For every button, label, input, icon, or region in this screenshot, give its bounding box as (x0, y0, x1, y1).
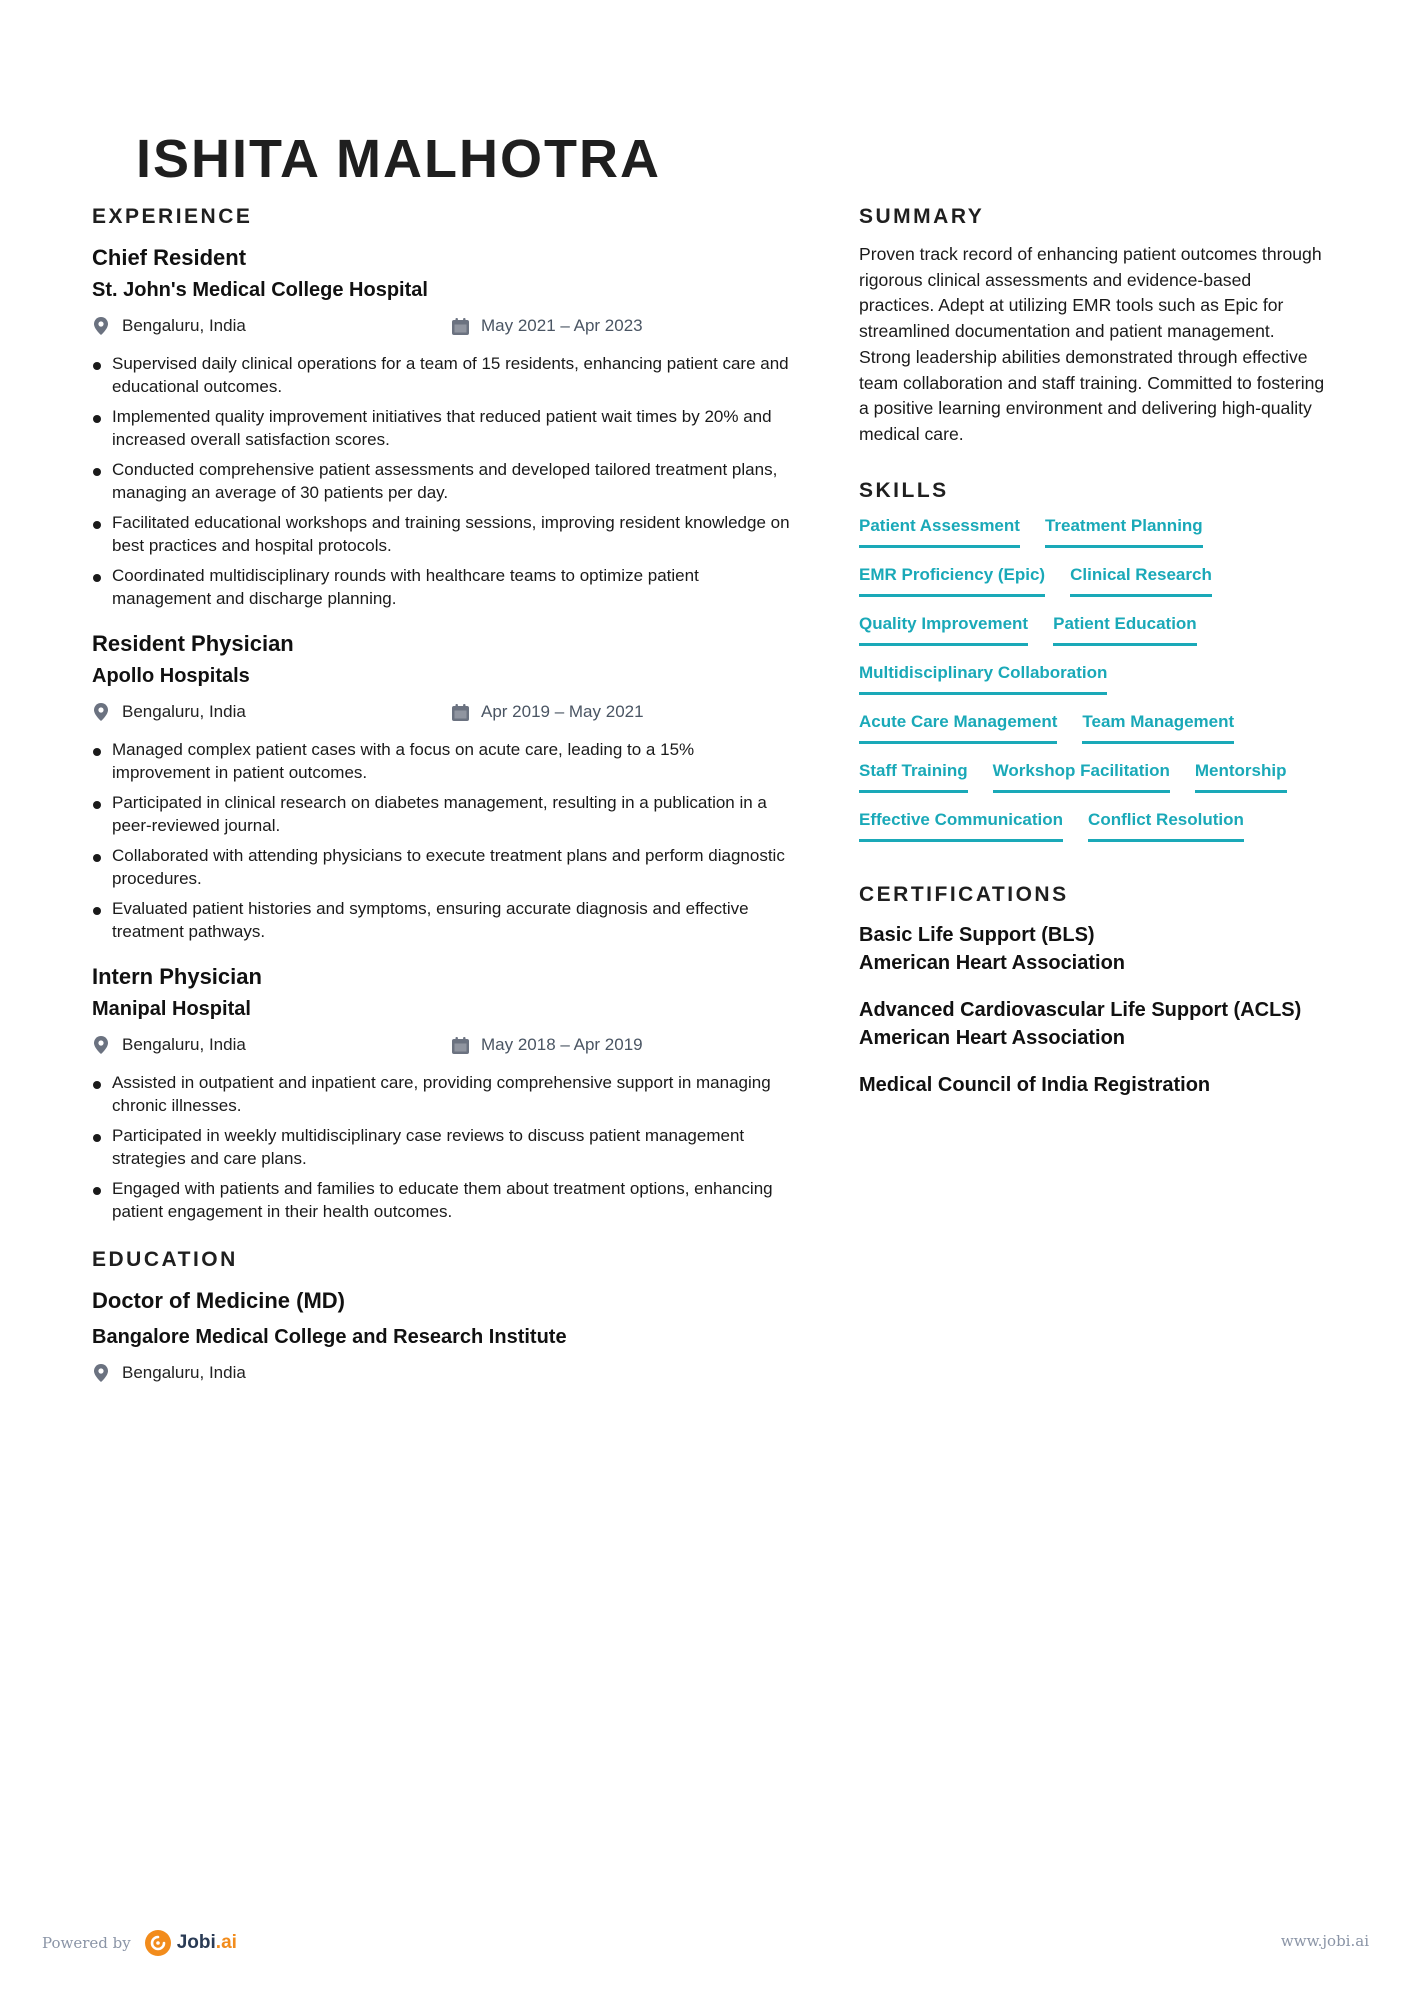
certifications-heading: CERTIFICATIONS (859, 882, 1069, 906)
calendar-icon (452, 704, 469, 721)
education-meta (92, 1363, 792, 1389)
certifications-list (859, 921, 1329, 1099)
map-pin-icon (94, 1364, 108, 1382)
job-location (92, 1035, 246, 1055)
job-meta (92, 1035, 792, 1061)
skill-tag: Mentorship (1195, 757, 1287, 793)
job-bullets (92, 738, 792, 943)
skill-tag: Patient Education (1053, 610, 1197, 646)
job-bullet: Coordinated multidisciplinary rounds with healthcare teams to optimize patient management and discharge planning. (92, 564, 792, 610)
jobi-logo-text (177, 1932, 237, 1954)
job-dates (452, 1035, 643, 1055)
job-dates-text: May 2018 – Apr 2019 (481, 1035, 643, 1054)
experience-list (92, 244, 792, 1223)
skill-tag: Clinical Research (1070, 561, 1212, 597)
job-bullet: Managed complex patient cases with a focus on acute care, leading to a 15% improvement in patient outcomes. (92, 738, 792, 784)
skill-tag: Patient Assessment (859, 512, 1020, 548)
job-bullet: Participated in weekly multidisciplinary case reviews to discuss patient management strategies and care plans. (92, 1124, 792, 1170)
job-bullet: Collaborated with attending physicians to execute treatment plans and perform diagnostic procedures. (92, 844, 792, 890)
job-company: St. John's Medical College Hospital (92, 279, 428, 301)
map-pin-icon (94, 703, 108, 721)
certification-item (859, 921, 1329, 977)
certification-item (859, 1071, 1329, 1099)
job-dates (452, 702, 644, 722)
experience-heading: EXPERIENCE (92, 205, 253, 228)
certification-name: Advanced Cardiovascular Life Support (ACLS) (859, 998, 1302, 1021)
skill-row (859, 708, 1329, 757)
skill-tag: Workshop Facilitation (993, 757, 1170, 793)
skills-heading: SKILLS (859, 478, 949, 502)
job-bullet: Facilitated educational workshops and training sessions, improving resident knowledge on best practices and hospital protocols. (92, 511, 792, 557)
brand-suffix: .ai (215, 1932, 237, 1953)
education-heading: EDUCATION (92, 1248, 238, 1271)
jobi-logo-icon (145, 1930, 171, 1956)
skill-row (859, 610, 1329, 659)
job-dates (452, 316, 643, 336)
map-pin-icon (94, 317, 108, 335)
skill-row (859, 512, 1329, 561)
skills-section (859, 478, 1329, 855)
job-location (92, 702, 246, 722)
experience-item (92, 244, 792, 610)
education-degree: Doctor of Medicine (MD) (92, 1288, 345, 1313)
footer-url[interactable]: www.jobi.ai (1280, 1932, 1369, 1950)
education-location (92, 1363, 246, 1383)
certification-item (859, 996, 1329, 1052)
certification-name: Basic Life Support (BLS) (859, 923, 1095, 946)
job-dates-text: Apr 2019 – May 2021 (481, 702, 644, 721)
powered-by-text: Powered by (42, 1934, 131, 1952)
skill-row (859, 806, 1329, 855)
skills-list (859, 512, 1329, 855)
experience-item (92, 630, 792, 943)
skill-tag: Treatment Planning (1045, 512, 1203, 548)
skill-row (859, 561, 1329, 610)
job-location-text: Bengaluru, India (122, 702, 246, 721)
left-column (92, 204, 792, 1389)
job-bullet: Assisted in outpatient and inpatient care, providing comprehensive support in managing chronic illnesses. (92, 1071, 792, 1117)
skill-tag: Multidisciplinary Collaboration (859, 659, 1107, 695)
skill-tag: Team Management (1082, 708, 1234, 744)
certification-issuer: American Heart Association (859, 1026, 1126, 1049)
job-location (92, 316, 246, 336)
job-bullet: Evaluated patient histories and symptoms, ensuring accurate diagnosis and effective treatment pathways. (92, 897, 792, 943)
skill-tag: Conflict Resolution (1088, 806, 1244, 842)
calendar-icon (452, 1037, 469, 1054)
certification-name: Medical Council of India Registration (859, 1073, 1211, 1096)
experience-item (92, 963, 792, 1223)
job-location-text: Bengaluru, India (122, 316, 246, 335)
skill-row (859, 757, 1329, 806)
summary-text: Proven track record of enhancing patient outcomes through rigorous clinical assessments and evidence-based practices. Adept at utilizing EMR tools such as Epic for streamlined documentation and patient management. Strong leadership abilities demonstrated through effective team collaboration and staff training. Committed to fostering a positive learning environment and delivering high-quality medical care. (859, 244, 1325, 444)
skill-tag: Effective Communication (859, 806, 1063, 842)
summary-heading: SUMMARY (859, 205, 985, 228)
skill-tag: EMR Proficiency (Epic) (859, 561, 1045, 597)
job-meta (92, 316, 792, 342)
education-location-text: Bengaluru, India (122, 1363, 246, 1382)
job-title: Intern Physician (92, 964, 262, 989)
job-bullets (92, 352, 792, 610)
skill-tag: Quality Improvement (859, 610, 1028, 646)
job-bullet: Engaged with patients and families to educate them about treatment options, enhancing patient engagement in their health outcomes. (92, 1177, 792, 1223)
job-meta (92, 702, 792, 728)
job-dates-text: May 2021 – Apr 2023 (481, 316, 643, 335)
job-title: Resident Physician (92, 631, 294, 656)
job-bullet: Implemented quality improvement initiatives that reduced patient wait times by 20% and increased overall satisfaction scores. (92, 405, 792, 451)
job-company: Apollo Hospitals (92, 665, 250, 687)
job-company: Manipal Hospital (92, 998, 251, 1020)
job-location-text: Bengaluru, India (122, 1035, 246, 1054)
brand-main: Jobi (176, 1932, 216, 1953)
job-bullet: Supervised daily clinical operations for a team of 15 residents, enhancing patient care and educational outcomes. (92, 352, 792, 398)
candidate-name: ISHITA MALHOTRA (136, 129, 661, 182)
calendar-icon (452, 318, 469, 335)
job-title: Chief Resident (92, 245, 247, 270)
job-bullet: Participated in clinical research on diabetes management, resulting in a publication in a peer-reviewed journal. (92, 791, 792, 837)
skill-tag: Staff Training (859, 757, 968, 793)
skill-tag: Acute Care Management (859, 708, 1057, 744)
education-section (92, 1247, 792, 1389)
skill-row (859, 659, 1329, 708)
map-pin-icon (94, 1036, 108, 1054)
education-school: Bangalore Medical College and Research Institute (92, 1326, 567, 1348)
job-bullet: Conducted comprehensive patient assessments and developed tailored treatment plans, managing an average of 30 patients per day. (92, 458, 792, 504)
footer-branding[interactable] (42, 1930, 237, 1956)
certification-issuer: American Heart Association (859, 951, 1126, 974)
right-column (859, 204, 1329, 1099)
certifications-section (859, 882, 1329, 1099)
job-bullets (92, 1071, 792, 1223)
